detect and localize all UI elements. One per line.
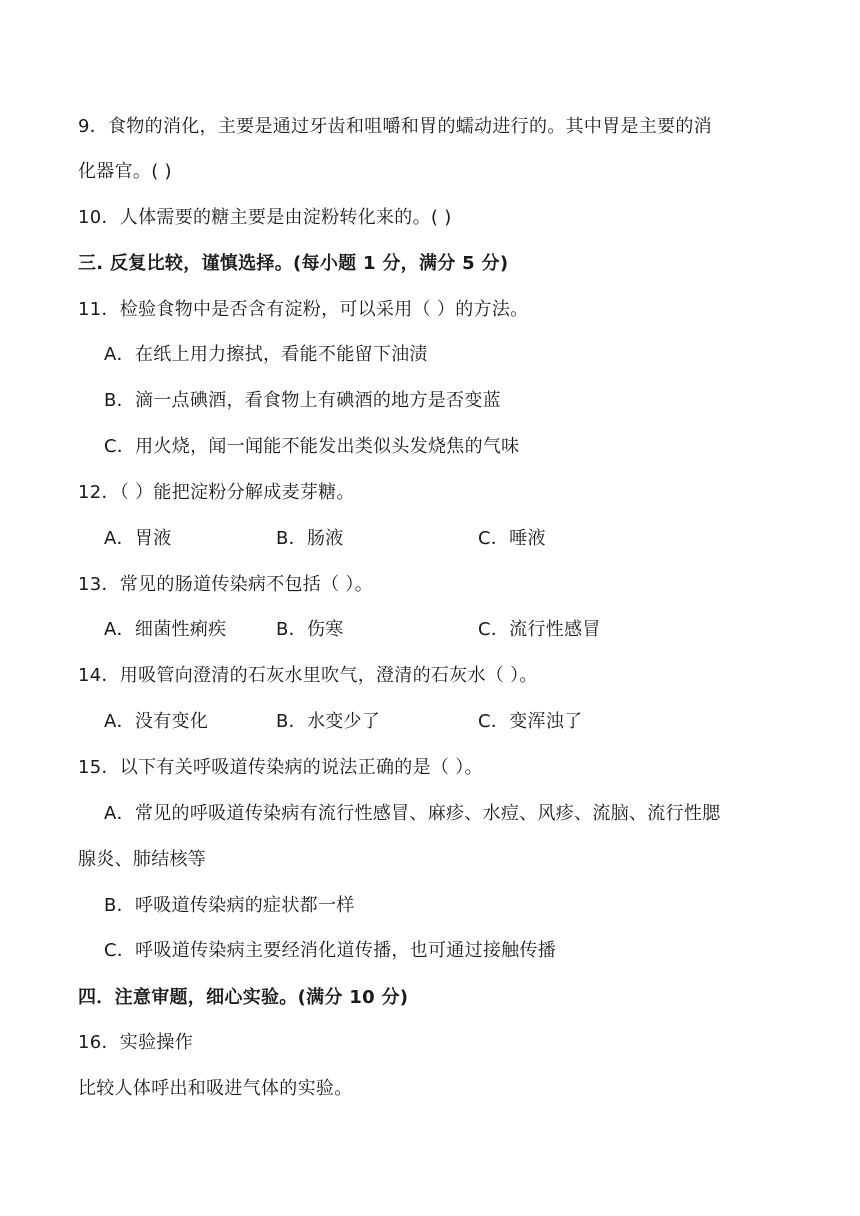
question-14-stem: 14．用吸管向澄清的石灰水里吹气，澄清的石灰水（ ）。: [78, 665, 538, 686]
question-15-option-c: C．呼吸道传染病主要经消化道传播，也可通过接触传播: [104, 940, 557, 961]
question-14-option-a: A．没有变化: [104, 711, 209, 732]
question-15-option-a-line-1: A．常见的呼吸道传染病有流行性感冒、麻疹、水痘、风疹、流脑、流行性腮: [104, 803, 721, 824]
question-13-option-a: A．细菌性痢疾: [104, 619, 227, 640]
section-4-heading: 四．注意审题，细心实验。(满分 10 分): [78, 987, 409, 1008]
question-13-stem: 13．常见的肠道传染病不包括（ ）。: [78, 574, 374, 595]
question-12-option-a: A．胃液: [104, 528, 172, 549]
section-3-heading: 三. 反复比较，谨慎选择。(每小题 1 分，满分 5 分): [78, 253, 509, 274]
question-15-option-b: B．呼吸道传染病的症状都一样: [104, 895, 355, 916]
question-12-stem: 12．（ ）能把淀粉分解成麦芽糖。: [78, 482, 355, 503]
question-11-option-a: A．在纸上用力擦拭，看能不能留下油渍: [104, 344, 428, 365]
question-9-line-1: 9．食物的消化，主要是通过牙齿和咀嚼和胃的蠕动进行的。其中胃是主要的消: [78, 116, 712, 137]
question-11-stem: 11．检验食物中是否含有淀粉，可以采用（ ）的方法。: [78, 299, 529, 320]
question-10: 10．人体需要的糖主要是由淀粉转化来的。( ): [78, 207, 452, 228]
question-13-option-c: C．流行性感冒: [478, 619, 601, 640]
question-14-option-b: B．水变少了: [276, 711, 381, 732]
question-15-option-a-line-2: 腺炎、肺结核等: [78, 849, 207, 870]
question-11-option-c: C．用火烧，闻一闻能不能发出类似头发烧焦的气味: [104, 436, 520, 457]
question-9-line-2: 化器官。( ): [78, 161, 172, 182]
question-16-stem: 16．实验操作: [78, 1032, 194, 1053]
question-11-option-b: B．滴一点碘酒，看食物上有碘酒的地方是否变蓝: [104, 390, 501, 411]
question-12-option-b: B．肠液: [276, 528, 344, 549]
question-16-description: 比较人体呼出和吸进气体的实验。: [78, 1078, 353, 1099]
question-14-option-c: C．变浑浊了: [478, 711, 583, 732]
question-15-stem: 15．以下有关呼吸道传染病的说法正确的是（ ）。: [78, 757, 483, 778]
question-12-option-c: C．唾液: [478, 528, 546, 549]
question-13-option-b: B．伤寒: [276, 619, 344, 640]
